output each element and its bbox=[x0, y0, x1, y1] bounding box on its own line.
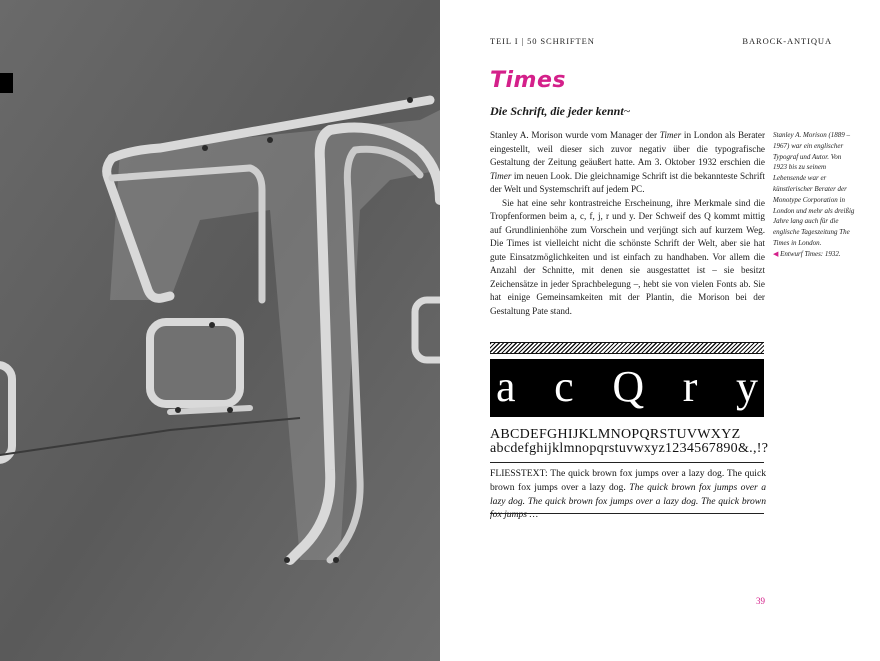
specimen-glyph: y bbox=[736, 362, 758, 411]
subtitle-swash: ~ bbox=[623, 104, 631, 118]
rule-top bbox=[490, 462, 764, 463]
running-head-left bbox=[490, 36, 595, 46]
sample-italic: The quick brown fox jumps over a lazy dog. The quick brown fox jumps over a lazy dog. The quick brown fox jumps … bbox=[490, 481, 766, 521]
specimen-glyph: r bbox=[682, 362, 698, 411]
glyph-specimen bbox=[490, 356, 764, 418]
body-text-run: Stanley A. Morison wurde vom Manager der bbox=[490, 130, 660, 140]
specimen-glyph: c bbox=[554, 362, 574, 411]
body-paragraph-2: Sie hat eine sehr kontrastreiche Erscheinung, ihre Merkmale sind die Tropfenformen beim a, c, f, j, r und y. Der Schweif des Q kommt mittig auf Grundlinienhöhe zum Vorschein und verjüngt sich auf kurzem Weg. Die Times ist vielleicht nicht die schönste Schrift der Welt, aber sie hat gute Einsatzmöglichkeiten und ist einfach zu handhaben. Vor allem die Anzahl der Schnitte, mit denen sie ausgestattet ist – sie besitzt Zeichensätze in jeder Sprachbelegung –, hebt sie von vielen Fonts ab. Sie hat einige Gemeinsamkeiten mit der Plantin, die Morison bei der Gestaltung Pate stand. bbox=[490, 197, 765, 316]
subtitle-text: Die Schrift, die jeder kennt bbox=[490, 104, 624, 118]
rule-bottom bbox=[490, 513, 764, 514]
caption-text: Entwurf Times: 1932. bbox=[780, 249, 841, 258]
hatched-rule bbox=[490, 342, 764, 354]
sidenote-text: Stanley A. Morison (1889 – 1967) war ein englischer Typograf und Autor. Von 1923 bis zu seinem Lebensende war er künstlerischer Berater der Monotype Corporation in London und mehr als dreißig Jahre lang auch für die englische Tageszeitung The Times in London. bbox=[773, 131, 855, 247]
sidenote-caption bbox=[773, 249, 855, 260]
lowercase-alphabet: abcdefghijklmnopqrstuvwxyz1234567890&.,!? bbox=[490, 441, 769, 456]
body-text-run: in London als Berater eingestellt, weil dieser sich zuvor negativ über die typografische Gestaltung der Zeitung geäußert hatte. Am 3. Oktober 1932 erschien die bbox=[490, 130, 765, 167]
page-number: 39 bbox=[756, 596, 765, 606]
page-subtitle bbox=[490, 104, 630, 119]
registration-mark bbox=[0, 73, 13, 93]
specimen-glyph: a bbox=[496, 362, 516, 411]
running-head-separator: | bbox=[521, 36, 525, 46]
arrow-left-icon: ◀ bbox=[773, 249, 779, 258]
body-italic-run: Timer bbox=[659, 130, 682, 140]
body-text-run: im neuen Look. Die gleichnamige Schrift ist die bekannteste Schrift der Welt und Systemschrift auf jedem PC. bbox=[490, 170, 765, 194]
body-text bbox=[490, 129, 765, 318]
text-page bbox=[440, 0, 880, 661]
specimen-glyph: Q bbox=[612, 362, 645, 411]
sample-regular: The quick brown fox jumps over a lazy dog. The quick brown fox jumps over a lazy dog. bbox=[490, 468, 766, 493]
page-title: Times bbox=[490, 68, 566, 93]
running-head-part: TEIL I bbox=[490, 36, 519, 46]
running-head-section: 50 SCHRIFTEN bbox=[527, 36, 595, 46]
sidenote bbox=[773, 130, 855, 260]
body-italic-run: Timer bbox=[490, 170, 512, 181]
uppercase-alphabet: ABCDEFGHIJKLMNOPQRSTUVWXYZ bbox=[490, 427, 741, 442]
body-paragraph-1 bbox=[490, 129, 765, 197]
sample-label: FLIESSTEXT: bbox=[490, 468, 548, 479]
running-head-right: BAROCK-ANTIQUA bbox=[742, 36, 832, 46]
